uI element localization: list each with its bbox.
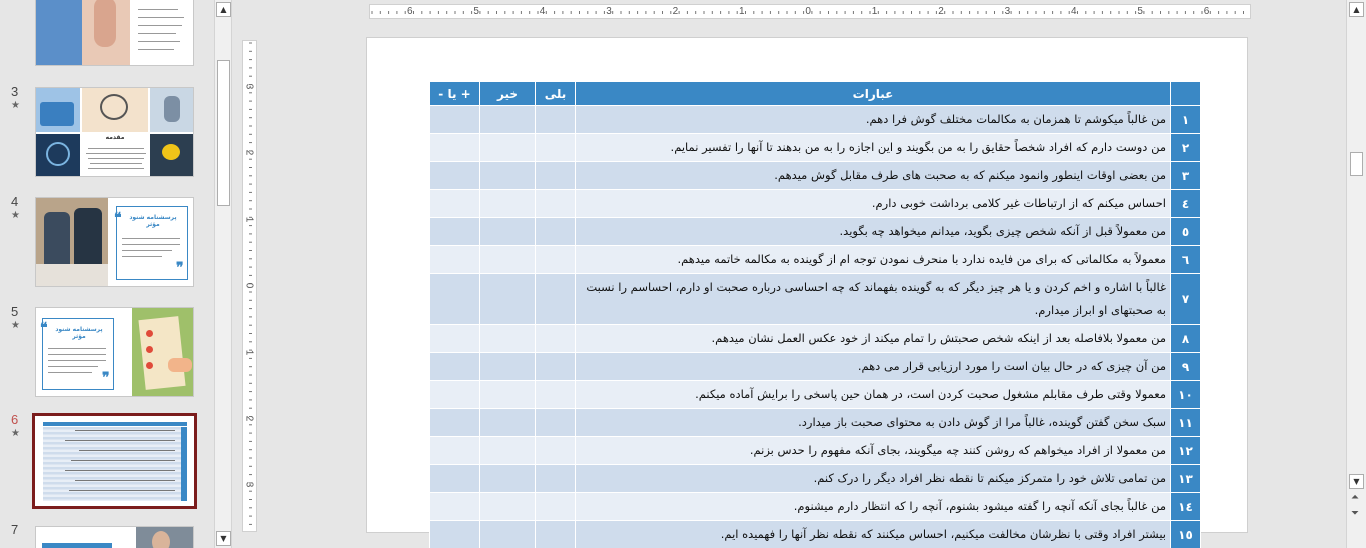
answer-no-cell[interactable]: [480, 106, 536, 134]
answer-yes-cell[interactable]: [536, 493, 576, 521]
table-row: [430, 325, 1201, 353]
ruler-label: 4: [1071, 6, 1077, 17]
slide-canvas[interactable]: [366, 37, 1248, 542]
answer-no-cell[interactable]: [480, 162, 536, 190]
slide-number: 5: [11, 304, 19, 319]
answer-plus-minus-cell[interactable]: [430, 190, 480, 218]
table-row: [430, 409, 1201, 437]
thumbnail-scrollbar[interactable]: [214, 0, 232, 548]
table-header-row: [430, 82, 1201, 106]
answer-yes-cell[interactable]: [536, 134, 576, 162]
statement-cell: من غالباً میکوشم تا همزمان به مکالمات مختلف گوش فرا دهم.: [576, 106, 1171, 134]
row-number: ٤: [1171, 190, 1201, 218]
ruler-label: 3: [243, 83, 255, 90]
answer-no-cell[interactable]: [480, 353, 536, 381]
slide-number: 6: [11, 412, 19, 427]
header-statement: عبارات: [576, 82, 1171, 106]
statement-cell: من آن چیزی که در حال بیان است را مورد ارزیابی قرار می دهم.: [576, 353, 1171, 381]
statement-cell: احساس میکنم که از ارتباطات غیر کلامی برداشت خوبی دارم.: [576, 190, 1171, 218]
ruler-label: 2: [672, 6, 679, 17]
table-row: [430, 134, 1201, 162]
vertical-ruler: [242, 40, 257, 532]
answer-no-cell[interactable]: [480, 381, 536, 409]
answer-plus-minus-cell[interactable]: [430, 437, 480, 465]
table-row: [430, 493, 1201, 521]
table-row: [430, 274, 1201, 325]
answer-yes-cell[interactable]: [536, 274, 576, 325]
answer-plus-minus-cell[interactable]: [430, 218, 480, 246]
slide-thumbnail[interactable]: ❝ پرسشنامه شنود مؤثر ❞: [35, 197, 194, 287]
scroll-up-icon[interactable]: ▲: [216, 2, 231, 17]
scroll-down-icon[interactable]: ▼: [1349, 474, 1364, 489]
row-number: ٦: [1171, 246, 1201, 274]
table-row: [430, 465, 1201, 493]
row-number: ۲: [1171, 134, 1201, 162]
scroll-down-icon[interactable]: ▼: [216, 531, 231, 546]
answer-no-cell[interactable]: [480, 493, 536, 521]
questionnaire-table[interactable]: [429, 81, 1201, 548]
answer-yes-cell[interactable]: [536, 465, 576, 493]
table-row: [430, 106, 1201, 134]
table-row: [430, 162, 1201, 190]
row-number: ۹: [1171, 353, 1201, 381]
table-row: [430, 353, 1201, 381]
answer-yes-cell[interactable]: [536, 409, 576, 437]
row-number: ٥: [1171, 218, 1201, 246]
row-number: ۱٥: [1171, 521, 1201, 548]
answer-yes-cell[interactable]: [536, 353, 576, 381]
statement-cell: من معمولا بلافاصله بعد از اینکه شخص صحبتش را تمام میکند از خود عکس العمل نشان میدهم.: [576, 325, 1171, 353]
thumbnail-caption: پرسشنامه شنود مؤثر: [55, 326, 103, 340]
slide-thumbnail-pane: [0, 0, 214, 548]
slide-thumbnail[interactable]: [35, 526, 194, 548]
ruler-label: 6: [1203, 6, 1210, 17]
ruler-ticks: [370, 5, 1252, 20]
answer-plus-minus-cell[interactable]: [430, 353, 480, 381]
statement-cell: من معمولا از افراد میخواهم که روشن کنند چه میگویند، بجای آنکه مفهوم را حدس بزنم.: [576, 437, 1171, 465]
table-row: [430, 246, 1201, 274]
table-row: [430, 190, 1201, 218]
ruler-label: 1: [243, 216, 255, 223]
row-number: ۸: [1171, 325, 1201, 353]
answer-plus-minus-cell[interactable]: [430, 409, 480, 437]
answer-no-cell[interactable]: [480, 246, 536, 274]
previous-slide-icon[interactable]: ⏶: [1351, 492, 1359, 503]
answer-no-cell[interactable]: [480, 325, 536, 353]
row-number: ۱۲: [1171, 437, 1201, 465]
answer-no-cell[interactable]: [480, 521, 536, 548]
ruler-label: 2: [243, 150, 255, 156]
answer-yes-cell[interactable]: [536, 381, 576, 409]
animation-star-icon: ★: [11, 428, 20, 439]
header-number: [1171, 82, 1201, 106]
ruler-label: 1: [871, 6, 878, 17]
slide-thumbnail-selected[interactable]: [32, 413, 197, 509]
statement-cell: معمولاً به مکالماتی که برای من فایده ندارد با منحرف نمودن توجه ام از گوینده به مکالمه خاتمه میدهم.: [576, 246, 1171, 274]
row-number: ۱۳: [1171, 465, 1201, 493]
slide-thumbnail[interactable]: [35, 87, 194, 177]
ruler-label: 3: [1004, 6, 1011, 17]
main-scrollbar[interactable]: [1346, 0, 1366, 548]
answer-no-cell[interactable]: [480, 134, 536, 162]
header-plus-minus: + یا -: [430, 82, 480, 106]
answer-plus-minus-cell[interactable]: [430, 274, 480, 325]
answer-yes-cell[interactable]: [536, 246, 576, 274]
slide-number: 7: [11, 522, 19, 537]
thumbnail-caption: مقدمه: [105, 134, 125, 141]
row-number: ۱۰: [1171, 381, 1201, 409]
ruler-label: 2: [243, 415, 255, 422]
statement-cell: غالباً با اشاره و اخم کردن و یا هر چیز دیگر که به گوینده بفهماند که چه احساسی درباره صحبت او دارم، احساسم را نسبت به صحبتهای او ابراز میدارم.: [576, 274, 1171, 325]
answer-yes-cell[interactable]: [536, 106, 576, 134]
row-number: ۱٤: [1171, 493, 1201, 521]
table-row: [430, 218, 1201, 246]
animation-star-icon: ★: [11, 100, 20, 111]
animation-star-icon: ★: [11, 320, 20, 331]
answer-plus-minus-cell[interactable]: [430, 246, 480, 274]
ruler-label: 1: [243, 349, 255, 355]
statement-cell: سبک سخن گفتن گوینده، غالباً مرا از گوش دادن به محتوای صحبت باز میدارد.: [576, 409, 1171, 437]
ruler-label: 5: [473, 6, 479, 17]
answer-no-cell[interactable]: [480, 190, 536, 218]
answer-plus-minus-cell[interactable]: [430, 381, 480, 409]
row-number: ۷: [1171, 274, 1201, 325]
header-yes: بلی: [536, 82, 576, 106]
answer-no-cell[interactable]: [480, 409, 536, 437]
thumbnail-caption: پرسشنامه شنود مؤثر: [129, 214, 177, 228]
answer-plus-minus-cell[interactable]: [430, 465, 480, 493]
answer-plus-minus-cell[interactable]: [430, 162, 480, 190]
scrollbar-thumb[interactable]: [217, 60, 230, 206]
ruler-label: 2: [938, 6, 944, 17]
slide-number: 4: [11, 194, 19, 209]
row-number: ۱: [1171, 106, 1201, 134]
answer-plus-minus-cell[interactable]: [430, 493, 480, 521]
slide-thumbnail[interactable]: ❝ پرسشنامه شنود مؤثر ❞: [35, 307, 194, 397]
statement-cell: من معمولاً قبل از آنکه شخص چیزی بگوید، میدانم میخواهد چه بگوید.: [576, 218, 1171, 246]
slide-thumbnail[interactable]: [35, 0, 194, 66]
statement-cell: من غالباً بجای آنکه آنچه را گفته میشود بشنوم، آنچه را که انتظار دارم میشنوم.: [576, 493, 1171, 521]
statement-cell: بیشتر افراد وقتی با نظرشان مخالفت میکنیم، احساس میکنند که نقطه نظر آنها را فهمیده ایم.: [576, 521, 1171, 548]
table-row: [430, 521, 1201, 548]
ruler-label: 3: [243, 482, 255, 488]
row-number: ۱۱: [1171, 409, 1201, 437]
table-row: [430, 381, 1201, 409]
answer-no-cell[interactable]: [480, 465, 536, 493]
answer-yes-cell[interactable]: [536, 162, 576, 190]
row-number: ۳: [1171, 162, 1201, 190]
answer-no-cell[interactable]: [480, 218, 536, 246]
answer-plus-minus-cell[interactable]: [430, 106, 480, 134]
statement-cell: معمولا وقتی طرف مقابلم مشغول صحبت کردن است، در همان حین پاسخی را برایش آماده میکنم.: [576, 381, 1171, 409]
slide-editor-area: [233, 0, 1346, 548]
scroll-up-icon[interactable]: ▲: [1349, 2, 1364, 17]
slide-number: 3: [11, 84, 19, 99]
answer-yes-cell[interactable]: [536, 437, 576, 465]
answer-yes-cell[interactable]: [536, 218, 576, 246]
statement-cell: من بعضی اوقات اینطور وانمود میکنم که به صحبت های طرف مقابل گوش میدهم.: [576, 162, 1171, 190]
next-slide-icon[interactable]: ⏷: [1351, 508, 1359, 519]
statement-cell: من دوست دارم که افراد شخصاً حقایق را به من بگویند و این اجازه را به من بدهند تا آنها را تفسیر نمایم.: [576, 134, 1171, 162]
ruler-label: 1: [739, 6, 745, 17]
answer-plus-minus-cell[interactable]: [430, 134, 480, 162]
answer-no-cell[interactable]: [480, 274, 536, 325]
header-no: خیر: [480, 82, 536, 106]
ruler-label: 4: [539, 6, 546, 17]
answer-plus-minus-cell[interactable]: [430, 325, 480, 353]
ruler-label: 3: [606, 6, 612, 17]
ruler-label: 5: [1137, 6, 1143, 17]
scrollbar-thumb[interactable]: [1350, 152, 1363, 176]
ruler-label: 0: [243, 282, 255, 289]
answer-yes-cell[interactable]: [536, 521, 576, 548]
answer-yes-cell[interactable]: [536, 325, 576, 353]
ruler-label: 6: [407, 6, 413, 17]
table-row: [430, 437, 1201, 465]
ruler-label: 0: [805, 6, 811, 17]
statement-cell: من تمامی تلاش خود را متمرکز میکنم تا نقطه نظر افراد دیگر را درک کنم.: [576, 465, 1171, 493]
animation-star-icon: ★: [11, 210, 20, 221]
answer-yes-cell[interactable]: [536, 190, 576, 218]
answer-plus-minus-cell[interactable]: [430, 521, 480, 548]
horizontal-ruler: [369, 4, 1251, 19]
answer-no-cell[interactable]: [480, 437, 536, 465]
